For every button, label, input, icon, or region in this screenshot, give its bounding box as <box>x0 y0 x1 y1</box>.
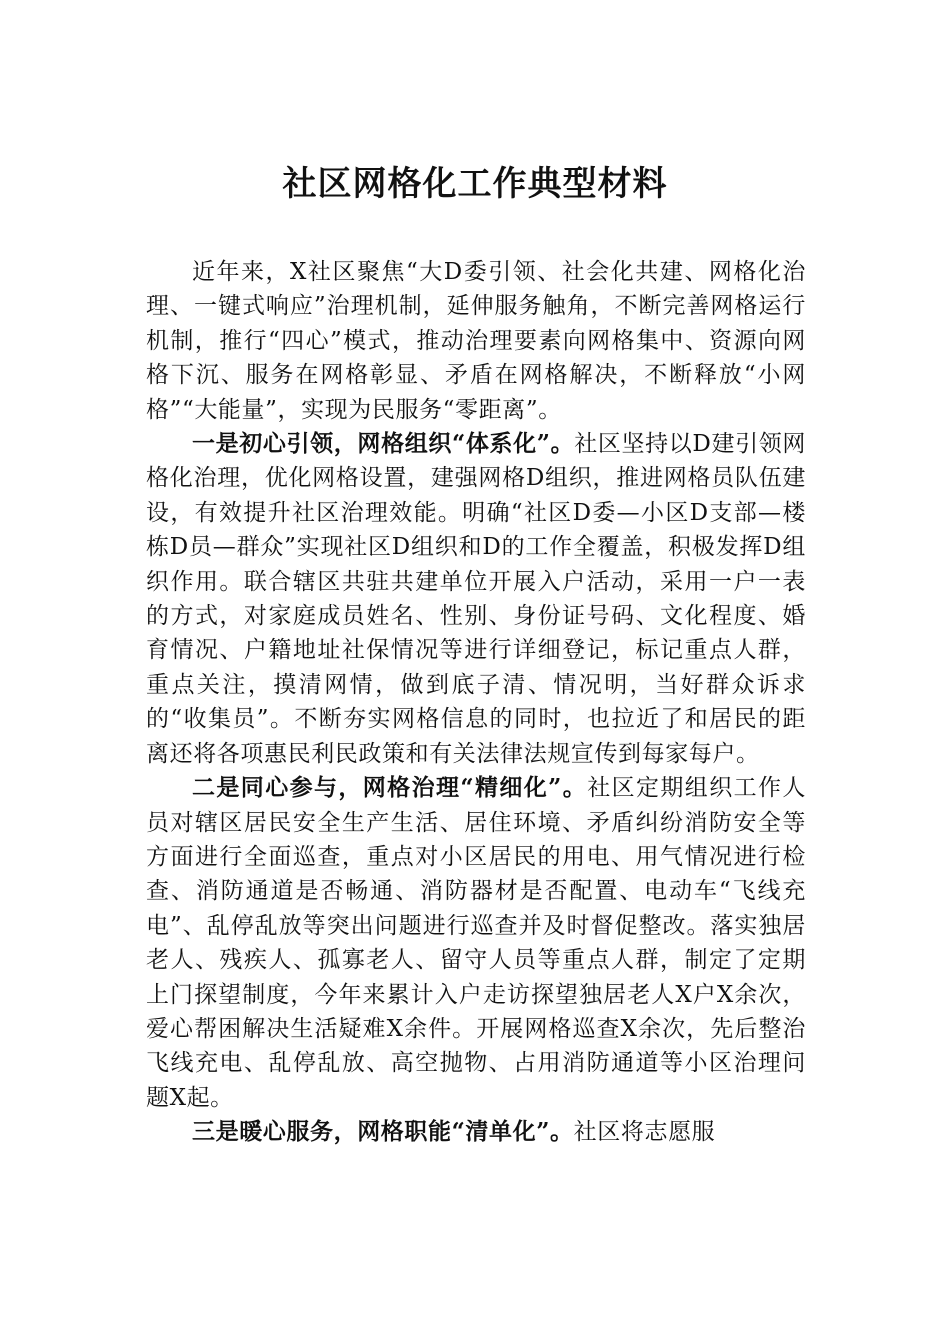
paragraph-lead: 一是初心引领，网格组织“体系化”。 <box>192 430 575 458</box>
paragraph-intro <box>146 255 806 427</box>
paragraph-point-two <box>146 771 806 1115</box>
paragraph-text: 社区将志愿服 <box>573 1119 716 1146</box>
paragraph-point-three <box>146 1115 806 1149</box>
paragraph-lead: 二是同心参与，网格治理“精细化”。 <box>192 774 588 802</box>
paragraph-point-one <box>146 427 806 771</box>
document-title: 社区网格化工作典型材料 <box>282 164 668 204</box>
paragraph-lead: 三是暖心服务，网格职能“清单化”。 <box>192 1118 574 1146</box>
paragraph-text: 社区坚持以D建引领网格化治理，优化网格设置，建强网格D组织，推进网格员队伍建设，有效提升社区治理效能。明确“社区D委—小区D支部—楼栋D员—群众”实现社区D组织和D的工作全覆盖，积极发挥D组织作用。联合辖区共驻共建单位开展入户活动，采用一户一表的方式，对家庭成员姓名、性别、身份证号码、文化程度、婚育情况、户籍地址社保情况等进行详细登记，标记重点人群，重点关注，摸清网情，做到底子清、情况明，当好群众诉求的“收集员”。不断夯实网格信息的同时，也拉近了和居民的距离还将各项惠民利民政策和有关法律法规宣传到每家每户。 <box>146 431 806 767</box>
document-body <box>146 255 806 1150</box>
paragraph-text: 社区定期组织工作人员对辖区居民安全生产生活、居住环境、矛盾纠纷消防安全等方面进行全面巡查，重点对小区居民的用电、用气情况进行检查、消防通道是否畅通、消防器材是否配置、电动车“飞线充电”、乱停乱放等突出问题进行巡查并及时督促整改。落实独居老人、残疾人、孤寡老人、留守人员等重点人群，制定了定期上门探望制度，今年来累计入户走访探望独居老人X户X余次，爱心帮困解决生活疑难X余件。开展网格巡查X余次，先后整治飞线充电、乱停乱放、高空抛物、占用消防通道等小区治理问题X起。 <box>146 775 806 1111</box>
paragraph-text: 近年来，X社区聚焦“大D委引领、社会化共建、网格化治理、一键式响应”治理机制，延伸服务触角，不断完善网格运行机制，推行“四心”模式，推动治理要素向网格集中、资源向网格下沉、服务在网格彰显、矛盾在网格解决，不断释放“小网格”“大能量”，实现为民服务“零距离”。 <box>146 259 806 423</box>
